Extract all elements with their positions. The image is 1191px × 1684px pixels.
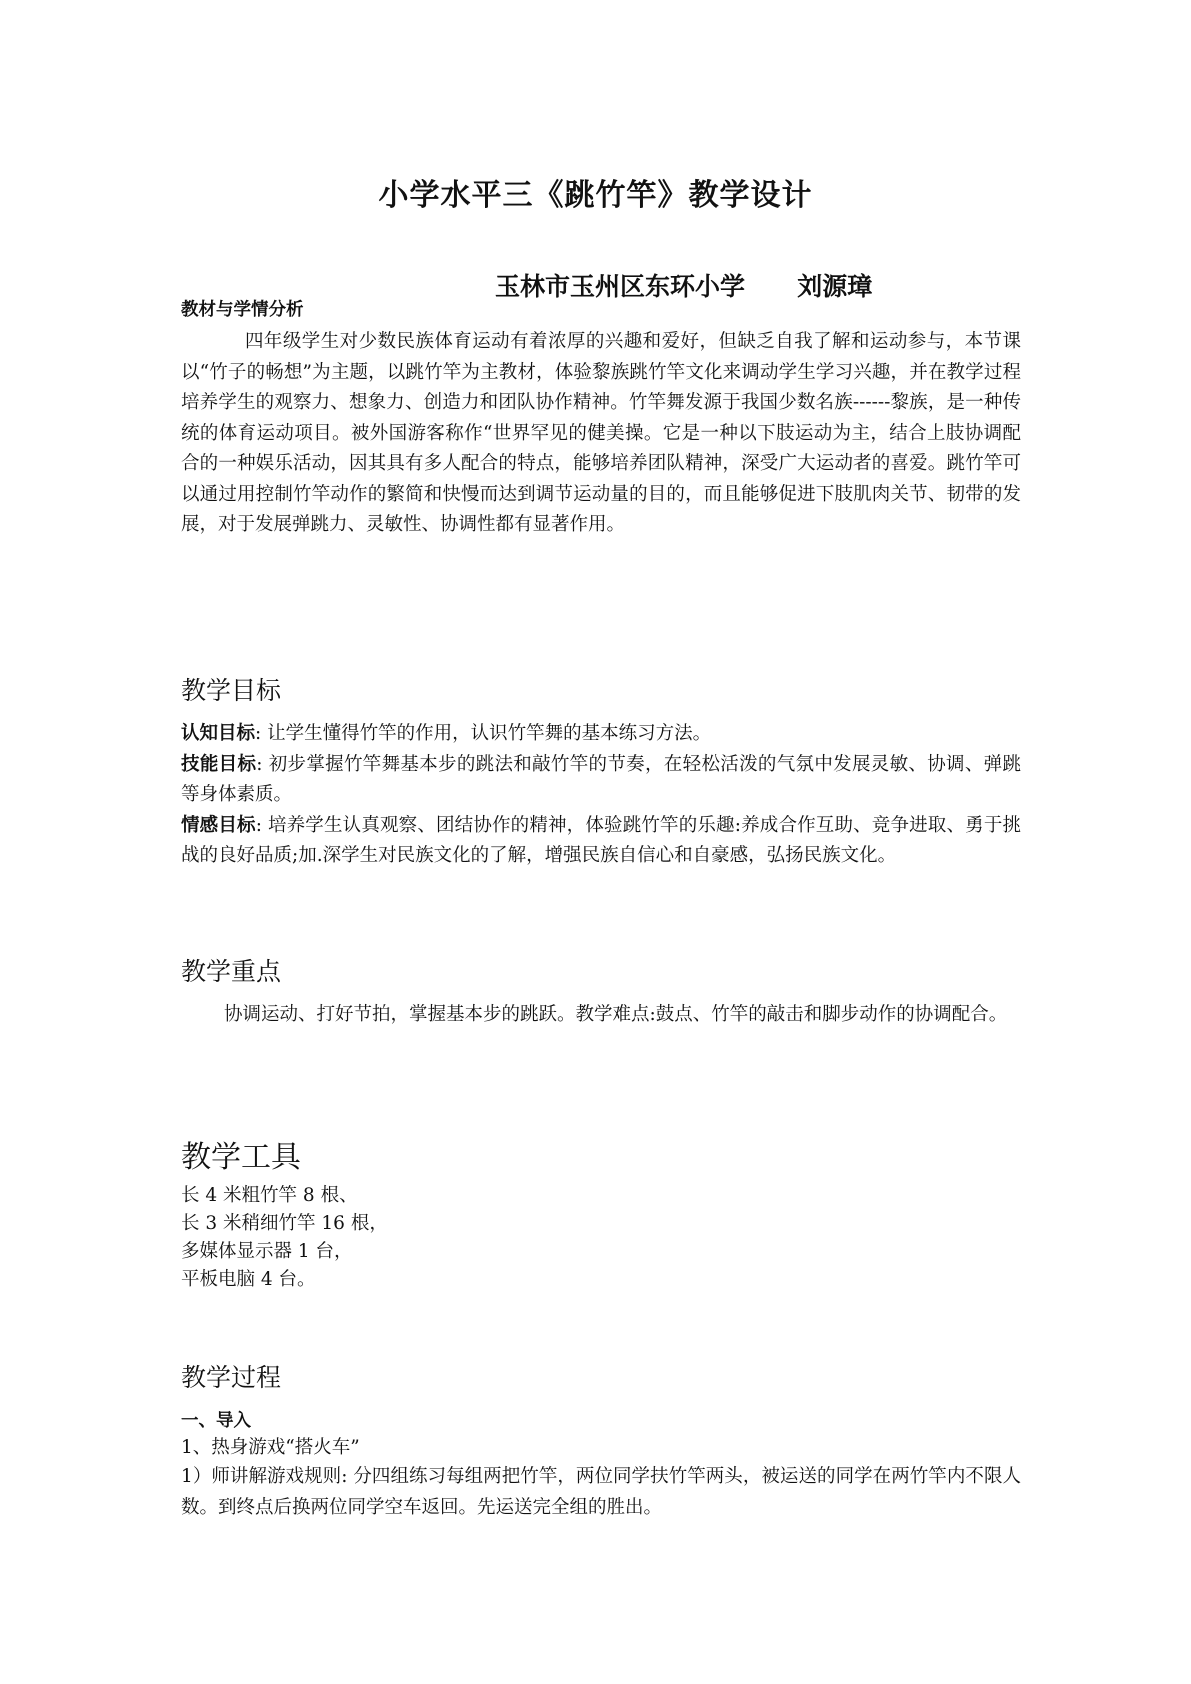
tools-list [181,1182,1021,1294]
process-item-1-1: 1）师讲解游戏规则: 分四组练习每组两把竹竿，两位同学扶竹竿两头，被运送的同学在两竹竿内不限人数。到终点后换两位同学空车返回。先运送完全组的胜出。 [181,1466,1021,1518]
analysis-heading: 教材与学情分析 [181,300,304,320]
objective-affective [181,811,1021,872]
key-points-body: 协调运动、打好节拍，掌握基本步的跳跃。教学难点:鼓点、竹竿的敲击和脚步动作的协调配合。 [224,1004,1008,1025]
process-section-1: 一、导入 [181,1411,251,1431]
tools-heading: 教学工具 [181,1140,301,1175]
objective-cognitive [181,719,1021,750]
process-item-1: 1、热身游戏“搭火车” [181,1437,360,1458]
process-section [181,1362,1021,1523]
objective-skill-label: 技能目标 [181,753,257,775]
objective-cognitive-label: 认知目标 [181,723,256,744]
analysis-body: 四年级学生对少数民族体育运动有着浓厚的兴趣和爱好，但缺乏自我了解和运动参与，本节课 以“竹子的畅想”为主题，以跳竹竿为主教材，体验黎族跳竹竿文化来调动学生学习兴趣，并在教学过程培养学生的观察力、想象力、创造力和团队协作精神。竹竿舞发源于我国少数名族------黎族，是一种传统的体育运动项目。被外国游客称作“世界罕见的健美操。它是一种以下肢运动为主，结合上肢协调配合的一种娱乐活动，因其具有多人配合的特点，能够培养团队精神，深受广大运动者的喜爱。跳竹竿可以通过用控制竹竿动作的繁简和快慢而达到调节运动量的目的，而且能够促进下肢肌肉关节、韧带的发展，对于发展弹跳力、灵敏性、协调性都有显著作用。 [181,331,1021,535]
document-title: 小学水平三《跳竹竿》教学设计 [378,178,813,213]
objectives-section [181,675,1021,872]
tools-item: 长 4 米粗竹竿 8 根、 [181,1185,358,1206]
objective-skill-text: : 初步掌握竹竿舞基本步的跳法和敲竹竿的节奏，在轻松活泼的气氛中发展灵敏、协调、弹跳等身体素质。 [181,753,1021,805]
objective-cognitive-text: : 让学生懂得竹竿的作用，认识竹竿舞的基本练习方法。 [255,723,712,744]
tools-item: 平板电脑 4 台。 [181,1269,316,1290]
tools-section [181,1140,1021,1294]
objective-affective-label: 情感目标 [181,814,256,836]
key-points-section [181,956,1021,1031]
author-line: 玉林市玉州区东环小学 刘源璋 [495,272,873,301]
tools-item: 多媒体显示器 1 台， [181,1241,353,1262]
analysis-section [181,297,1021,541]
objectives-heading: 教学目标 [181,676,282,705]
tools-item: 长 3 米稍细竹竿 16 根， [181,1213,388,1234]
objective-affective-text: : 培养学生认真观察、团结协作的精神，体验跳竹竿的乐趣:养成合作互助、竞争进取、勇于挑战的良好品质;加.深学生对民族文化的了解，增强民族自信心和自豪感，弘扬民族文化。 [181,814,1021,866]
process-heading: 教学过程 [181,1363,282,1392]
objective-skill [181,750,1021,811]
key-points-heading: 教学重点 [181,957,282,986]
